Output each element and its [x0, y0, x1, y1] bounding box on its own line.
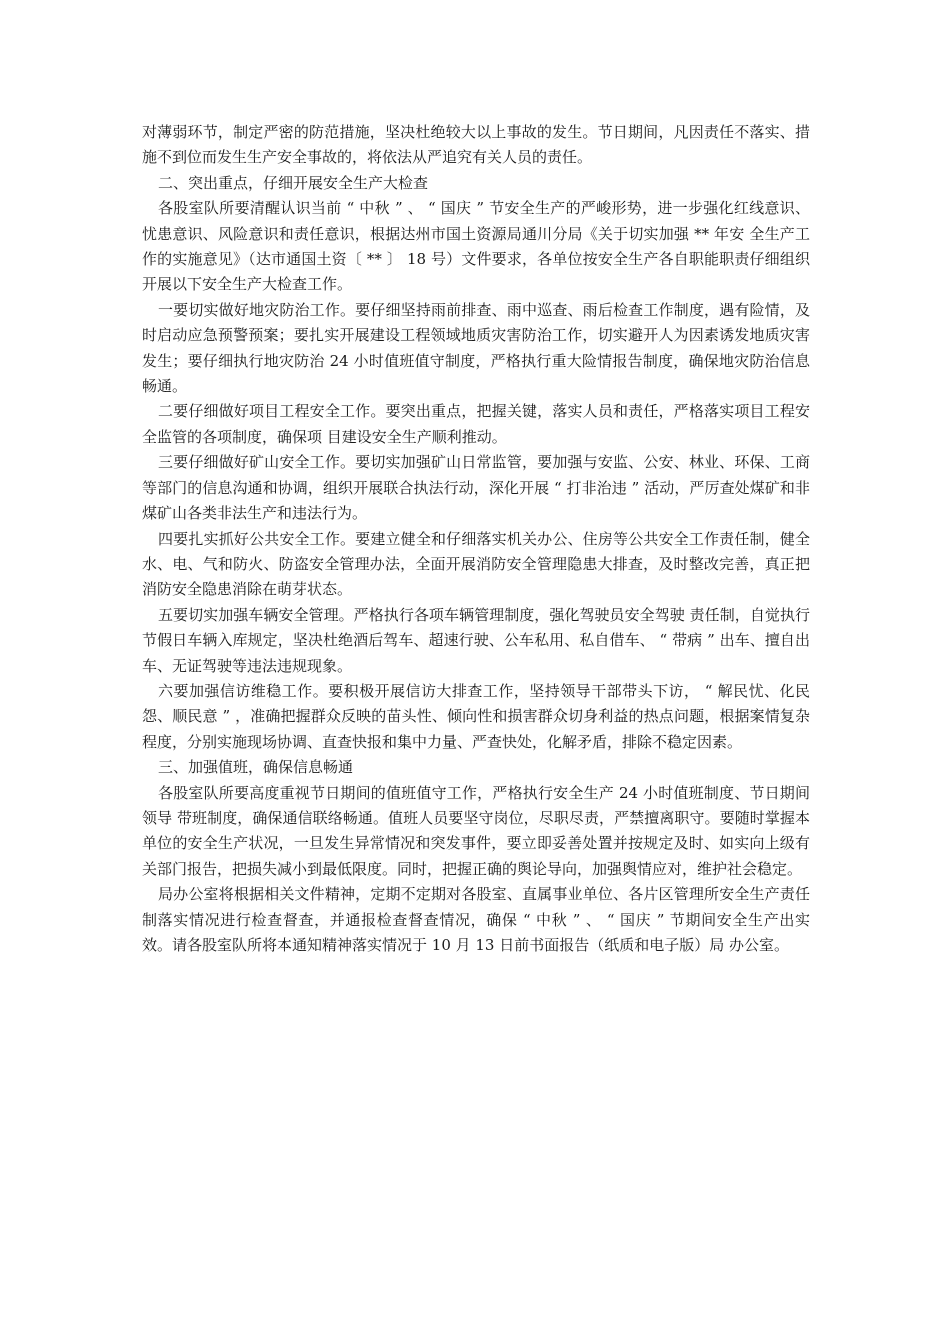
document-body [142, 120, 810, 958]
paragraph-petition-stability: 六要加强信访维稳工作。要积极开展信访大排查工作，坚持领导干部带头下访， “ 解民忧、化民怨、顺民意 ” ，准确把握群众反映的苗头性、倾向性和损害群众切身利益的热点问题，根据案情复杂程度，分别实施现场协调、直查快报和集中力量、严查快处，化解矛盾，排除不稳定因素。 [142, 681, 810, 751]
section-heading-duty: 三、加强值班，确保信息畅通 [158, 758, 354, 777]
paragraph-inspection-intro: 各股室队所要清醒认识当前 “ 中秋 ” 、 “ 国庆 ” 节安全生产的严峻形势，进一步强化红线意识、忧患意识、风险意识和责任意识，根据达州市国土资源局通川分局《关于切实加强 ** 年安 全生产工作的实施意见》（达市通国土资〔 ** 〕 18 号）文件要求，各单位按安全生产各自职能职责仔细组织开展以下安全生产大检查工作。 [142, 199, 810, 294]
paragraph-office-inspection: 局办公室将根据相关文件精神，定期不定期对各股室、直属事业单位、各片区管理所安全生产责任制落实情况进行检查督查，并通报检查督查情况，确保 “ 中秋 ” 、 “ 国庆 ” 节期间安全生产出实效。请各股室队所将本通知精神落实情况于 10 月 13 日前书面报告（纸质和电子版）局 办公室。 [142, 885, 810, 954]
paragraph-project-safety: 二要仔细做好项目工程安全工作。要突出重点，把握关键，落实人员和责任，严格落实项目工程安全监管的各项制度，确保项 目建设安全生产顺利推动。 [142, 402, 810, 446]
paragraph-mine-safety: 三要仔细做好矿山安全工作。要切实加强矿山日常监管，要加强与安监、公安、林业、环保、工商等部门的信息沟通和协调，组织开展联合执法行动，深化开展 “ 打非治违 ” 活动，严厉查处煤矿和非煤矿山各类非法生产和违法行为。 [142, 453, 810, 523]
paragraph-duty-system: 各股室队所要高度重视节日期间的值班值守工作，严格执行安全生产 24 小时值班制度、节日期间领导 带班制度，确保通信联络畅通。值班人员要坚守岗位，尽职尽责，严禁擅离职守。要随时掌握本单位的安全生产状况，一旦发生异常情况和突发事件，要立即妥善处置并按规定及时、如实向上级有关部门报告，把损失减小到最低限度。同时，把握正确的舆论导向，加强舆情应对，维护社会稳定。 [142, 783, 810, 878]
paragraph-vehicle-safety: 五要切实加强车辆安全管理。严格执行各项车辆管理制度，强化驾驶员安全驾驶 责任制，自觉执行节假日车辆入库规定，坚决杜绝酒后驾车、超速行驶、公车私用、私自借车、 “ 带病 ” 出车、擅自出车、无证驾驶等违法违规现象。 [142, 605, 810, 675]
paragraph-public-safety: 四要扎实抓好公共安全工作。要建立健全和仔细落实机关办公、住房等公共安全工作责任制，健全水、电、气和防火、防盗安全管理办法，全面开展消防安全管理隐患大排查，及时整改完善，真正把消防安全隐患消除在萌芽状态。 [142, 529, 810, 599]
section-heading-inspection: 二、突出重点，仔细开展安全生产大检查 [158, 173, 429, 192]
paragraph-safety-closing: 对薄弱环节，制定严密的防范措施，坚决杜绝较大以上事故的发生。节日期间，凡因责任不落实、措施不到位而发生生产安全事故的，将依法从严追究有关人员的责任。 [142, 123, 810, 167]
paragraph-geohazard: 一要切实做好地灾防治工作。要仔细坚持雨前排查、雨中巡查、雨后检查工作制度，遇有险情，及时启动应急预警预案；要扎实开展建设工程领域地质灾害防治工作，切实避开人为因素诱发地质灾害发生；要仔细执行地灾防治 24 小时值班值守制度，严格执行重大险情报告制度，确保地灾防治信息畅通。 [142, 300, 810, 396]
